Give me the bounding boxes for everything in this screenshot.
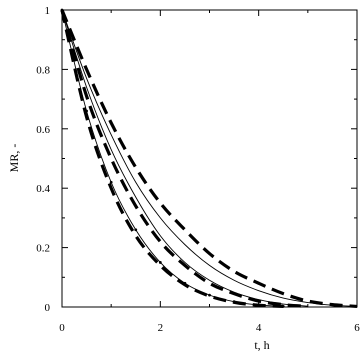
x-tick-label: 4: [255, 322, 262, 334]
series-point: [159, 261, 162, 264]
x-axis-title: t, h: [254, 338, 270, 352]
axis-ticks: [62, 10, 357, 307]
y-tick-label: 0.2: [36, 242, 50, 255]
x-tick-label: 6: [354, 322, 360, 334]
plot-frame: [62, 10, 357, 307]
y-tick-label: 0.6: [36, 123, 50, 136]
y-axis-title: MR, -: [7, 143, 21, 173]
y-tick-label: 0.8: [36, 64, 50, 77]
series-line-1: [62, 10, 357, 306]
series-line-6: [62, 10, 283, 306]
x-tick-label: 0: [59, 322, 65, 334]
series-line-5: [62, 10, 283, 306]
y-tick-label: 1: [44, 5, 50, 17]
series-point: [208, 294, 211, 297]
series-layer: [61, 9, 357, 308]
tick-labels: [36, 5, 360, 334]
series-point: [134, 228, 137, 231]
y-tick-label: 0.4: [36, 183, 50, 196]
y-tick-label: 0: [44, 302, 50, 314]
series-line-2: [62, 10, 357, 306]
x-tick-label: 2: [157, 322, 164, 334]
